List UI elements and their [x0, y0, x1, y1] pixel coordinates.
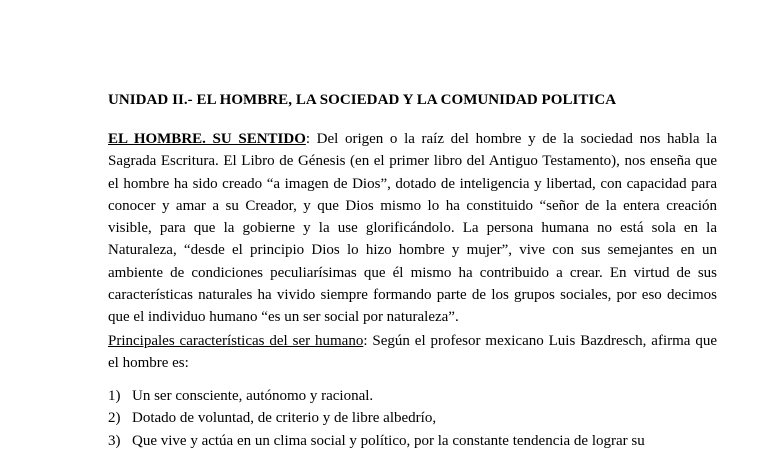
- paragraph-body: : Del origen o la raíz del hombre y de la sociedad nos habla la Sagrada Escritura. El Libro de Génesis (en el primer libro del Antiguo Testamento), nos enseña que el hombre ha sido creado “a imagen de Dios”, dotado de inteligencia y libertad, con capacidad para conocer y amar a su Creador, y que Dios mismo lo ha constituido “señor de la entera creación visible, para que la gobierne y la use glorificándolo. La persona humana no está sola en la Naturaleza, “desde el principio Dios lo hizo hombre y mujer”, vive con sus semejantes en un ambiente de condiciones peculiarísimas que él mismo ha contribuido a crear. En virtud de sus características naturales ha vivido siempre formando parte de los grupos sociales, por eso decimos que el individuo humano “es un ser social por naturaleza”.: [108, 131, 717, 326]
- list-text: Un ser consciente, autónomo y racional.: [132, 388, 374, 404]
- list-number: 3): [108, 432, 121, 449]
- list-item: [108, 407, 717, 429]
- section-title-caracteristicas: Principales características del ser humano: [108, 333, 364, 349]
- characteristics-list: [108, 385, 717, 452]
- section-title-el-hombre: EL HOMBRE. SU SENTIDO: [108, 131, 306, 147]
- unit-heading: UNIDAD II.- EL HOMBRE, LA SOCIEDAD Y LA COMUNIDAD POLITICA: [108, 92, 617, 108]
- list-number: 2): [108, 410, 121, 427]
- list-text: Dotado de voluntad, de criterio y de libre albedrío,: [132, 410, 437, 427]
- list-item: [108, 385, 717, 407]
- paragraph-caracteristicas: [108, 330, 717, 375]
- paragraph-el-hombre: [108, 128, 717, 329]
- list-number: 1): [108, 388, 121, 404]
- list-text: Que vive y actúa en un clima social y político, por la constante tendencia de lograr su: [132, 432, 645, 449]
- paragraph-body: : Según el profesor mexicano Luis Bazdresch, afirma que el hombre es:: [108, 333, 718, 372]
